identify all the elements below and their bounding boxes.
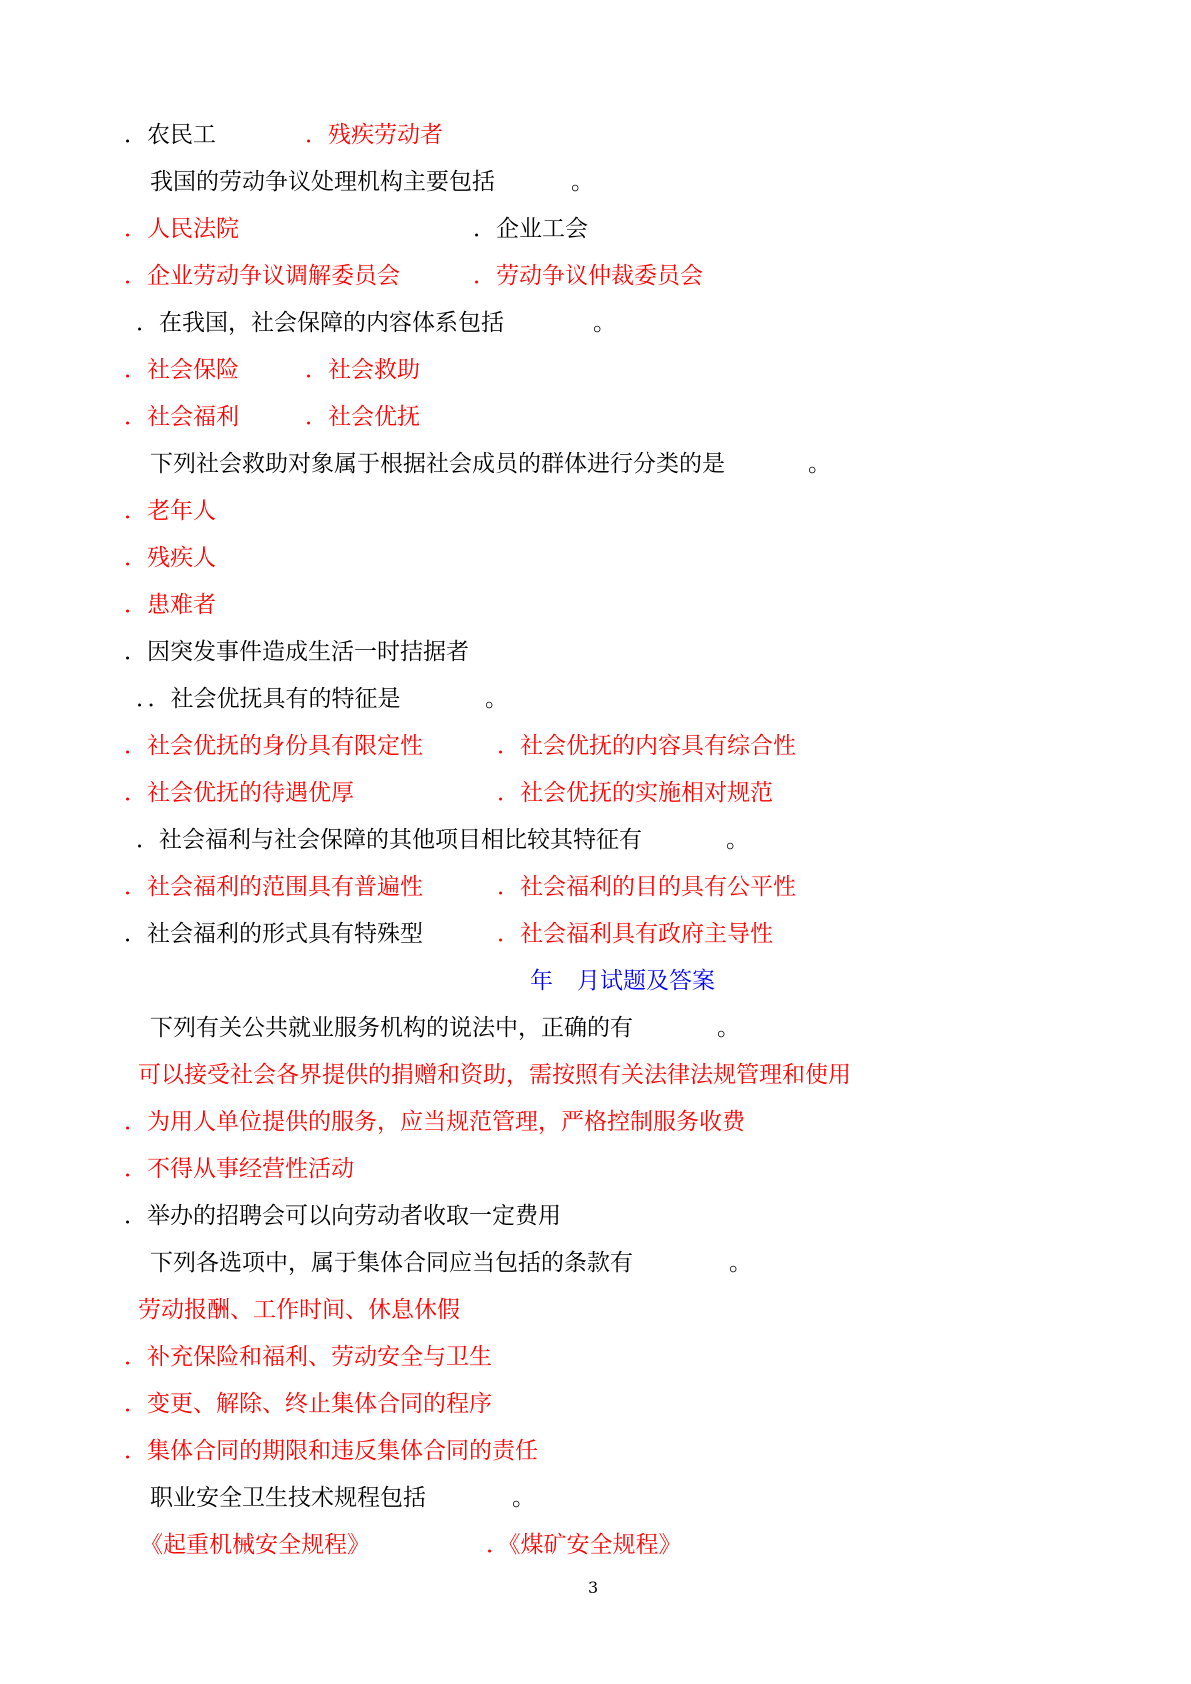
text-line-3-part-1: ．人民法院 xyxy=(124,216,239,242)
text-line-7-part-1: ．社会福利 xyxy=(124,404,239,430)
text-line-27-part-1: ．补充保险和福利、劳动安全与卫生 xyxy=(124,1344,492,1370)
text-line-21-part-1: 可以接受社会各界提供的捐赠和资助，需按照有关法律法规管理和使用 xyxy=(138,1062,851,1088)
text-line-10-part-1: ．残疾人 xyxy=(124,545,216,571)
text-line-18-part-2: ．社会福利具有政府主导性 xyxy=(497,921,773,947)
text-line-19-part-2: 月试题及答案 xyxy=(577,968,715,994)
text-line-26-part-1: 劳动报酬、工作时间、休息休假 xyxy=(138,1297,460,1323)
text-line-4-part-2: ．劳动争议仲裁委员会 xyxy=(473,263,703,289)
text-line-15-part-2: ．社会优抚的实施相对规范 xyxy=(497,780,773,806)
text-line-3-part-2: ．企业工会 xyxy=(473,216,588,242)
text-line-17-part-1: ．社会福利的范围具有普遍性 xyxy=(124,874,423,900)
text-line-8-part-1: 下列社会救助对象属于根据社会成员的群体进行分类的是 xyxy=(150,451,725,477)
text-line-16-part-2: 。 xyxy=(726,827,749,853)
text-line-20-part-2: 。 xyxy=(717,1015,740,1041)
text-line-25-part-1: 下列各选项中，属于集体合同应当包括的条款有 xyxy=(150,1250,633,1276)
page-number: 3 xyxy=(588,1578,599,1597)
text-line-30-part-2: 。 xyxy=(512,1485,535,1511)
text-line-4-part-1: ．企业劳动争议调解委员会 xyxy=(124,263,400,289)
text-line-19-part-1: 年 xyxy=(530,968,553,994)
text-line-25-part-2: 。 xyxy=(729,1250,752,1276)
text-line-13-part-2: 。 xyxy=(485,686,508,712)
text-line-13-part-1: ．．社会优抚具有的特征是 xyxy=(136,686,401,712)
text-line-1-part-2: ．残疾劳动者 xyxy=(305,122,443,148)
text-line-15-part-1: ．社会优抚的待遇优厚 xyxy=(124,780,354,806)
text-line-5-part-1: ．在我国，社会保障的内容体系包括 xyxy=(136,310,504,336)
text-line-9-part-1: ．老年人 xyxy=(124,498,216,524)
text-line-17-part-2: ．社会福利的目的具有公平性 xyxy=(497,874,796,900)
text-line-1-part-1: ．农民工 xyxy=(124,122,216,148)
text-line-30-part-1: 职业安全卫生技术规程包括 xyxy=(150,1485,426,1511)
text-line-22-part-1: ．为用人单位提供的服务，应当规范管理，严格控制服务收费 xyxy=(124,1109,745,1135)
text-line-16-part-1: ．社会福利与社会保障的其他项目相比较其特征有 xyxy=(136,827,642,853)
text-line-20-part-1: 下列有关公共就业服务机构的说法中，正确的有 xyxy=(150,1015,633,1041)
text-line-31-part-2: ．《煤矿安全规程》 xyxy=(486,1532,682,1558)
text-line-23-part-1: ．不得从事经营性活动 xyxy=(124,1156,354,1182)
text-line-5-part-2: 。 xyxy=(593,310,616,336)
text-line-12-part-1: ．因突发事件造成生活一时拮据者 xyxy=(124,639,469,665)
text-line-24-part-1: ．举办的招聘会可以向劳动者收取一定费用 xyxy=(124,1203,561,1229)
text-line-2-part-1: 我国的劳动争议处理机构主要包括 xyxy=(150,169,495,195)
text-line-14-part-1: ．社会优抚的身份具有限定性 xyxy=(124,733,423,759)
text-line-28-part-1: ．变更、解除、终止集体合同的程序 xyxy=(124,1391,492,1417)
text-line-18-part-1: ．社会福利的形式具有特殊型 xyxy=(124,921,423,947)
text-line-8-part-2: 。 xyxy=(808,451,831,477)
text-line-6-part-1: ．社会保险 xyxy=(124,357,239,383)
text-line-11-part-1: ．患难者 xyxy=(124,592,216,618)
text-line-6-part-2: ．社会救助 xyxy=(305,357,420,383)
text-line-14-part-2: ．社会优抚的内容具有综合性 xyxy=(497,733,796,759)
text-line-2-part-2: 。 xyxy=(571,169,594,195)
text-line-29-part-1: ．集体合同的期限和违反集体合同的责任 xyxy=(124,1438,538,1464)
text-line-7-part-2: ．社会优抚 xyxy=(305,404,420,430)
text-line-31-part-1: 《起重机械安全规程》 xyxy=(140,1532,370,1558)
